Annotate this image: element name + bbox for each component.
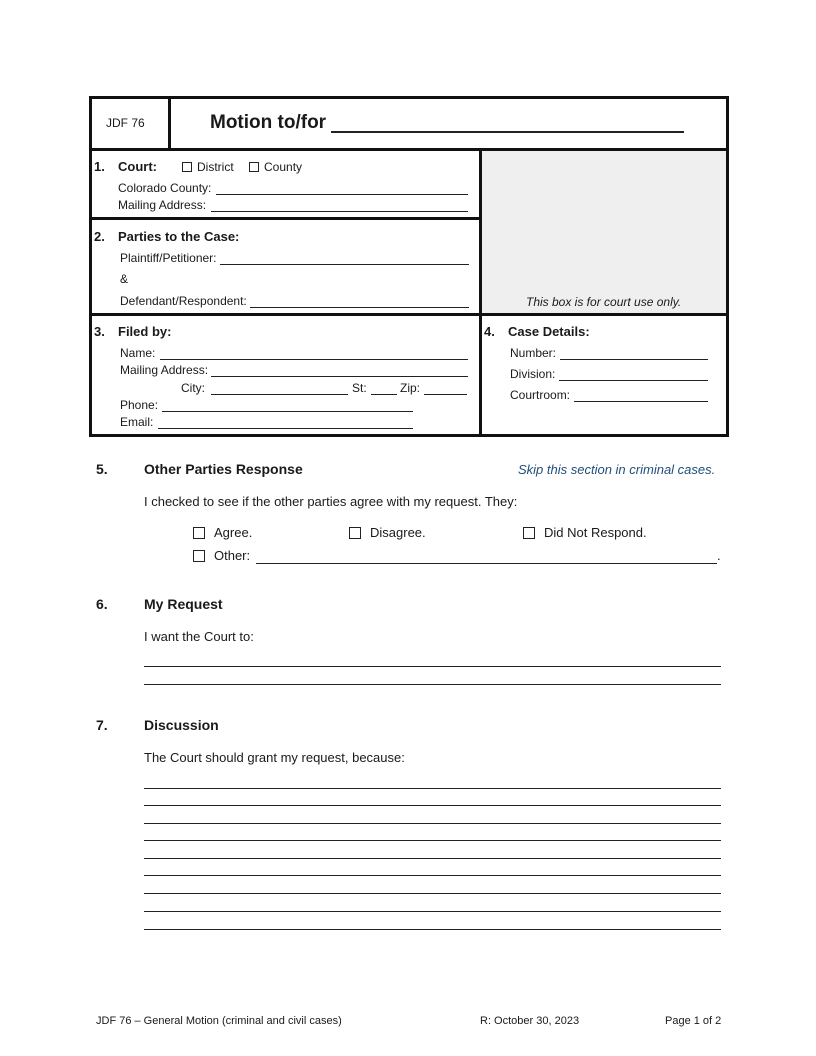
- discussion-line[interactable]: [144, 929, 721, 930]
- defendant-label: Defendant/Respondent:: [120, 294, 247, 308]
- zip-label: Zip:: [400, 381, 421, 395]
- did-not-respond-label: Did Not Respond.: [544, 525, 647, 540]
- section4-label: Case Details:: [508, 324, 590, 339]
- section7-intro: The Court should grant my request, because:: [144, 750, 405, 765]
- email-label: Email:: [120, 415, 154, 429]
- courtroom-label: Courtroom:: [510, 388, 571, 402]
- section6-intro: I want the Court to:: [144, 629, 254, 644]
- section3-label: Filed by:: [118, 324, 172, 339]
- section1-number: 1.: [94, 159, 105, 174]
- filer-name-label: Name:: [120, 346, 156, 360]
- footer-form-name: JDF 76 – General Motion (criminal and civil cases): [96, 1015, 342, 1027]
- section5-title: Other Parties Response: [144, 461, 303, 477]
- filer-name-field[interactable]: [160, 359, 468, 360]
- section3-number: 3.: [94, 324, 105, 339]
- footer-revision-date: R: October 30, 2023: [480, 1015, 580, 1027]
- county-label: County: [264, 160, 303, 174]
- disagree-label: Disagree.: [370, 525, 426, 540]
- agree-checkbox[interactable]: [193, 527, 205, 539]
- section2-label: Parties to the Case:: [118, 229, 240, 244]
- other-field[interactable]: [256, 563, 717, 564]
- discussion-line[interactable]: [144, 893, 721, 894]
- case-number-label: Number:: [510, 346, 557, 360]
- other-checkbox[interactable]: [193, 550, 205, 562]
- footer-page-number: Page 1 of 2: [665, 1015, 722, 1027]
- section1-label: Court:: [118, 159, 157, 174]
- court-use-note: This box is for court use only.: [526, 295, 682, 309]
- city-field[interactable]: [211, 394, 348, 395]
- header-divider: [89, 148, 729, 151]
- division-label: Division:: [510, 367, 556, 381]
- discussion-line[interactable]: [144, 788, 721, 789]
- did-not-respond-checkbox[interactable]: [523, 527, 535, 539]
- request-line[interactable]: [144, 684, 721, 685]
- discussion-line[interactable]: [144, 875, 721, 876]
- zip-field[interactable]: [424, 394, 467, 395]
- court-mailing-label: Mailing Address:: [118, 198, 207, 212]
- other-period: .: [717, 548, 721, 563]
- city-label: City:: [181, 381, 205, 395]
- defendant-field[interactable]: [250, 307, 469, 308]
- header-id-divider: [168, 96, 171, 150]
- state-label: St:: [352, 381, 367, 395]
- district-checkbox[interactable]: [182, 162, 192, 172]
- discussion-line[interactable]: [144, 823, 721, 824]
- column-divider: [479, 148, 482, 437]
- page-title: Motion to/for: [210, 112, 327, 133]
- section2-number: 2.: [94, 229, 105, 244]
- section1-2-divider: [89, 217, 481, 220]
- district-label: District: [197, 160, 234, 174]
- colorado-county-label: Colorado County:: [118, 181, 212, 195]
- disagree-checkbox[interactable]: [349, 527, 361, 539]
- request-line[interactable]: [144, 666, 721, 667]
- section6-number: 6.: [96, 596, 108, 612]
- other-label: Other:: [214, 548, 251, 563]
- email-field[interactable]: [158, 428, 413, 429]
- discussion-line[interactable]: [144, 805, 721, 806]
- court-use-box: [481, 149, 726, 314]
- plaintiff-field[interactable]: [220, 264, 469, 265]
- section7-number: 7.: [96, 717, 108, 733]
- section5-note: Skip this section in criminal cases.: [518, 462, 716, 477]
- section5-number: 5.: [96, 461, 108, 477]
- filer-mailing-field[interactable]: [211, 376, 468, 377]
- table-border-bottom: [89, 434, 729, 437]
- filer-mailing-label: Mailing Address:: [120, 363, 209, 377]
- discussion-line[interactable]: [144, 911, 721, 912]
- state-field[interactable]: [371, 394, 397, 395]
- discussion-line[interactable]: [144, 858, 721, 859]
- section5-intro: I checked to see if the other parties agree with my request. They:: [144, 494, 518, 509]
- phone-field[interactable]: [162, 411, 413, 412]
- discussion-line[interactable]: [144, 840, 721, 841]
- county-checkbox[interactable]: [249, 162, 259, 172]
- division-field[interactable]: [559, 380, 708, 381]
- court-mailing-field[interactable]: [211, 211, 468, 212]
- phone-label: Phone:: [120, 398, 159, 412]
- section6-title: My Request: [144, 596, 223, 612]
- table-border-top: [89, 96, 729, 99]
- section2-3-divider: [89, 313, 729, 316]
- case-number-field[interactable]: [560, 359, 708, 360]
- courtroom-field[interactable]: [574, 401, 708, 402]
- colorado-county-field[interactable]: [216, 194, 468, 195]
- plaintiff-label: Plaintiff/Petitioner:: [120, 251, 217, 265]
- form-id: JDF 76: [106, 116, 145, 130]
- agree-label: Agree.: [214, 525, 253, 540]
- and-label: &: [120, 272, 129, 286]
- motion-title-field[interactable]: [331, 131, 684, 133]
- section7-title: Discussion: [144, 717, 219, 733]
- section4-number: 4.: [484, 324, 495, 339]
